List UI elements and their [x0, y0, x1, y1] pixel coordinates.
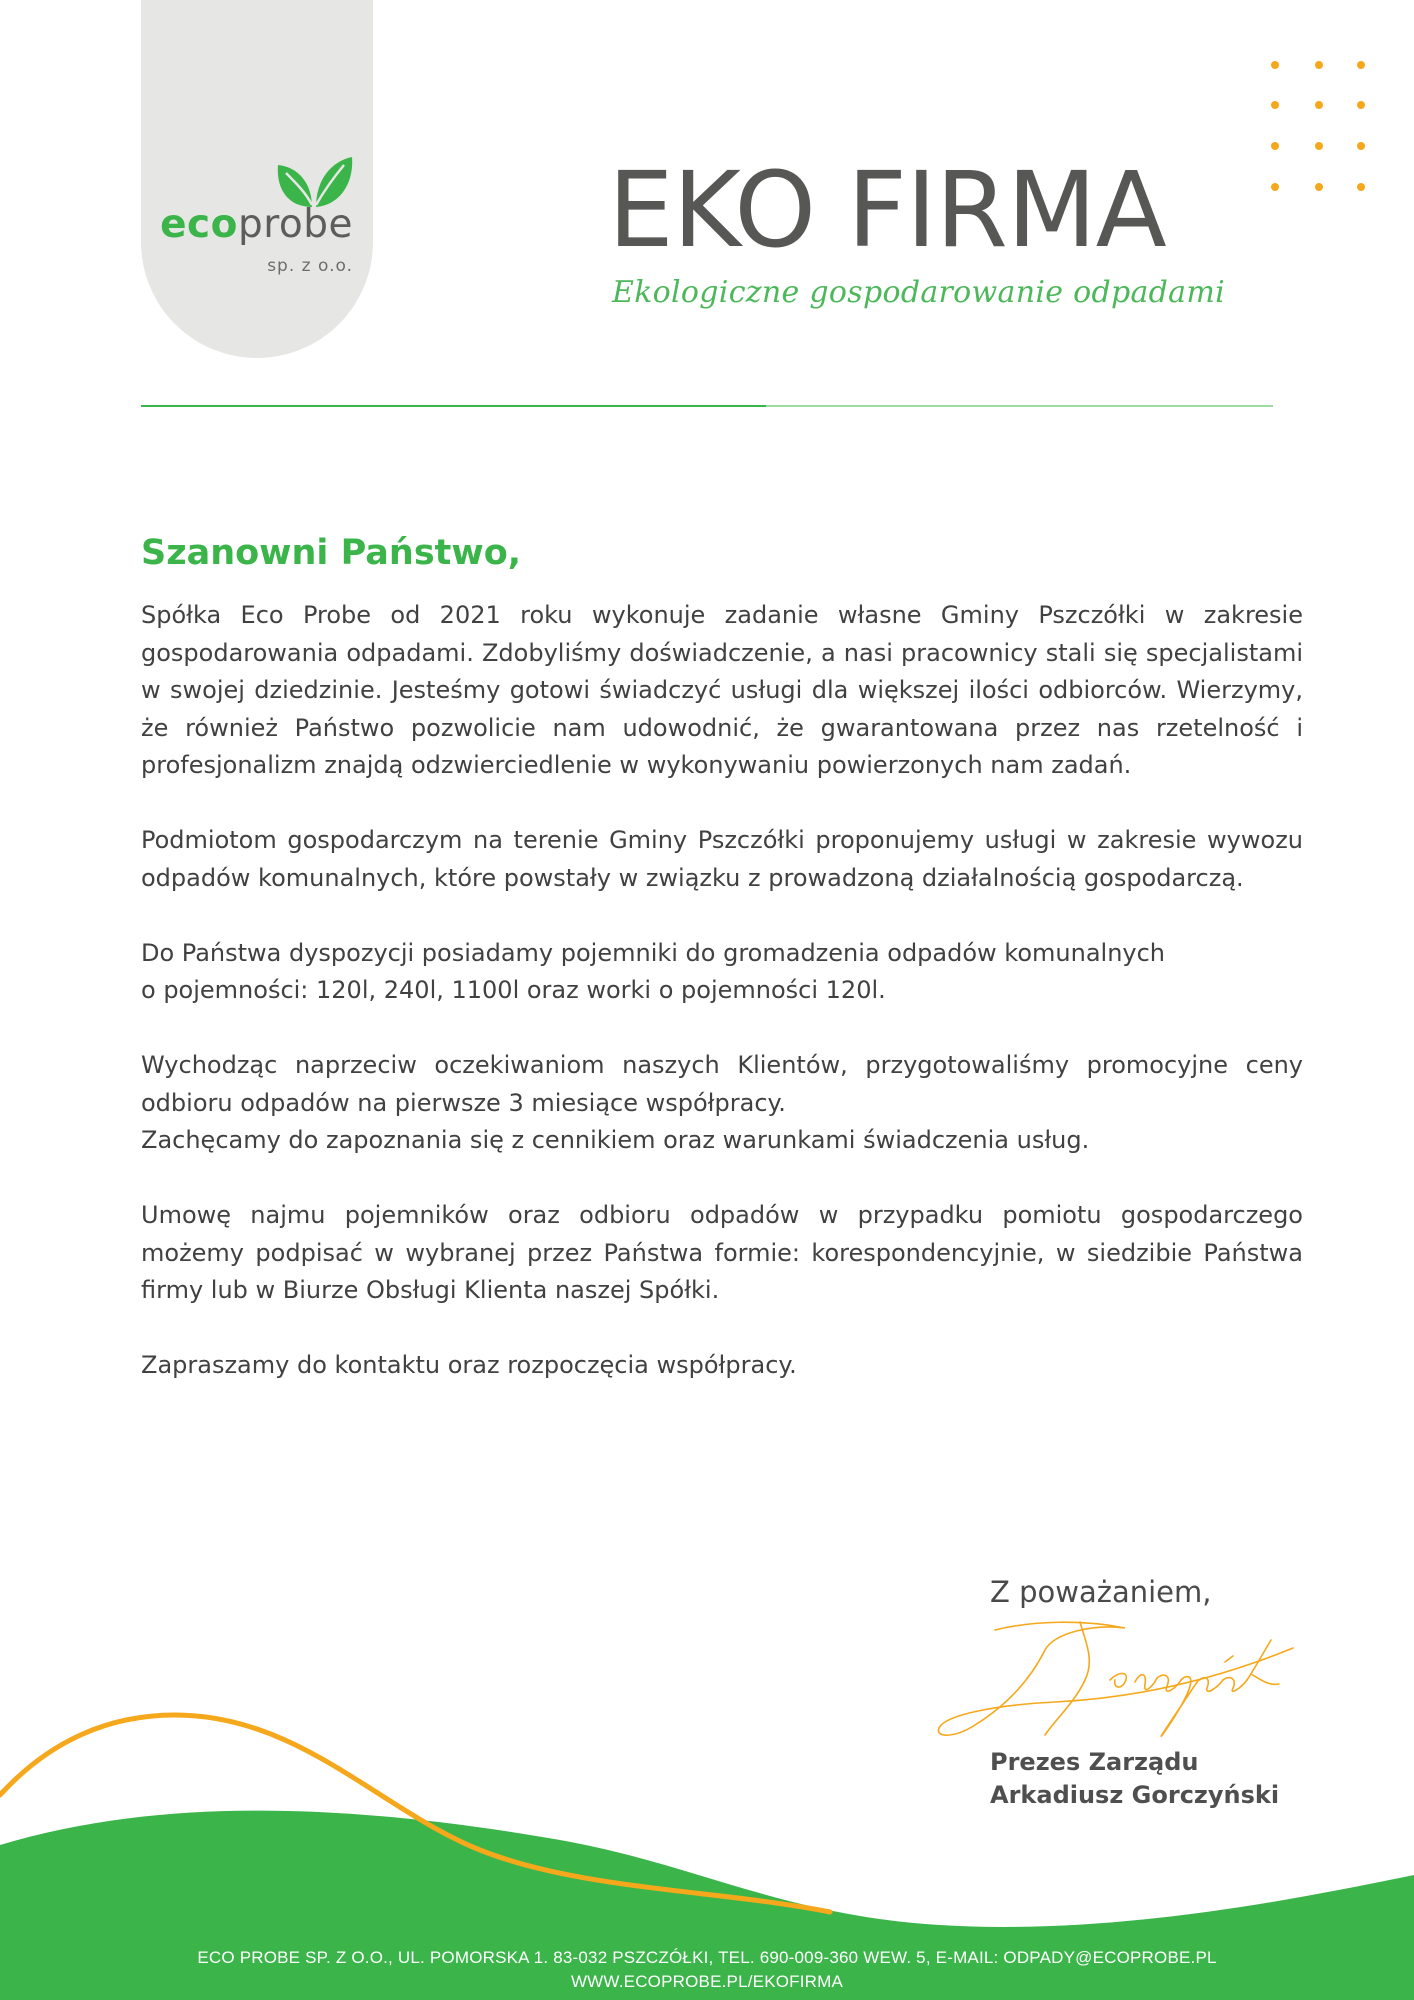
logo-badge: [141, 0, 373, 358]
dots-decoration: [1270, 60, 1370, 195]
paragraph-promo-text: Wychodząc naprzeciw oczekiwaniom naszych Klientów, przygotowaliśmy promocyjne ceny odbioru odpadów na pierwsze 3 miesiące współpracy.: [141, 1051, 1303, 1117]
closing-regards: Z poważaniem,: [990, 1575, 1212, 1609]
paragraph-intro: Spółka Eco Probe od 2021 roku wykonuje zadanie własne Gminy Pszczółki w zakresie gospodarowania odpadami. Zdobyliśmy doświadczenie, a nasi pracownicy stali się specjalistami w swojej dziedzinie. Jesteśmy gotowi świadczyć usługi dla większej ilości odbiorców. Wierzymy, że również Państwo pozwolicie nam udowodnić, że gwarantowana przez nas rzetelność i profesjonalizm znajdą odzwierciedlenie w wykonywaniu powierzonych nam zadań.: [141, 601, 1303, 779]
paragraph-invitation: Zapraszamy do kontaktu oraz rozpoczęcia współpracy.: [141, 1351, 797, 1379]
signer-position: Prezes Zarządu: [990, 1748, 1199, 1776]
paragraph-services: Podmiotom gospodarczym na terenie Gminy Pszczółki proponujemy usługi w zakresie wywozu odpadów komunalnych, które powstały w związku z prowadzoną działalnością gospodarczą.: [141, 826, 1303, 892]
paragraph-containers-line2: o pojemności: 120l, 240l, 1100l oraz worki o pojemności 120l.: [141, 976, 886, 1004]
paragraph-containers: [141, 935, 1303, 1010]
paragraph-contract: Umowę najmu pojemników oraz odbioru odpadów w przypadku pomiotu gospodarczego możemy podpisać w wybranej przez Państwa formie: korespondencyjnie, w siedzibie Państwa firmy lub w Biurze Obsługi Klienta naszej Spółki.: [141, 1201, 1303, 1304]
header-divider: [141, 404, 1276, 408]
logo-word-eco: eco: [160, 202, 238, 247]
paragraph-containers-line1: Do Państwa dyspozycji posiadamy pojemniki do gromadzenia odpadów komunalnych: [141, 938, 1166, 967]
logo-wordmark: [160, 202, 353, 247]
paragraph-promo: [141, 1047, 1303, 1160]
page-tagline: Ekologiczne gospodarowanie odpadami: [612, 275, 1225, 310]
signature-image: [935, 1610, 1295, 1750]
salutation: Szanowni Państwo,: [141, 533, 522, 573]
logo-word-probe: probe: [237, 202, 353, 247]
page-title: EKO FIRMA: [608, 149, 1166, 271]
signer-name: Arkadiusz Gorczyński: [990, 1781, 1280, 1809]
logo-subtitle: sp. z o.o.: [267, 256, 353, 276]
footer-contact: ECO PROBE SP. Z O.O., UL. POMORSKA 1. 83-032 PSZCZÓŁKI, TEL. 690-009-360 WEW. 5, E-MAIL: ODPADY@ECOPROBE.PL: [197, 1948, 1217, 1967]
footer-website: WWW.ECOPROBE.PL/EKOFIRMA: [570, 1972, 844, 1991]
paragraph-promo-invite: Zachęcamy do zapoznania się z cennikiem oraz warunkami świadczenia usług.: [141, 1126, 1090, 1154]
letter-body: [141, 597, 1303, 1385]
